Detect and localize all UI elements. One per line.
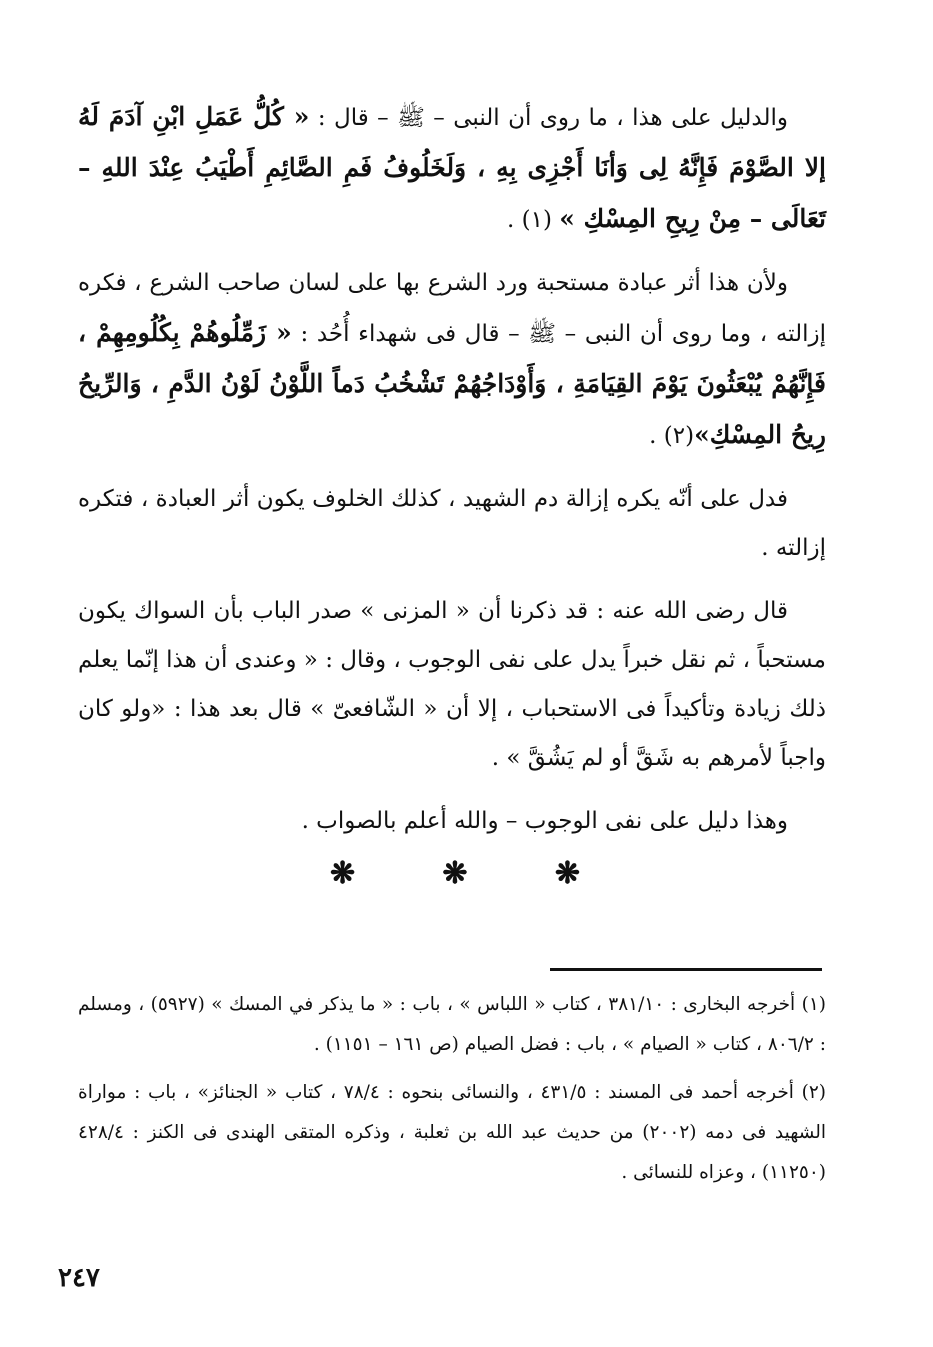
asterisk-icon: ❋ — [330, 856, 356, 891]
footnote-ref-1: (١) . — [507, 207, 560, 233]
footnote-1: (١) أخرجه البخارى : ٣٨١/١٠ ، كتاب « اللباس » ، باب : « ما يذكر في المسك » (٥٩٢٧) ، ومسلم : ٨٠٦/٢ ، كتاب « الصيام » ، باب : فضل الصيام (ص ١٦١ – ١١٥١) . — [78, 994, 826, 1055]
paragraph-2 — [78, 259, 826, 461]
paragraph-4: قال رضى الله عنه : قد ذكرنا أن « المزنى » صدر الباب بأن السواك يكون مستحباً ، ثم نقل خبراً يدل على نفى الوجوب ، وقال : « وعندى أن هذا إنّما يعلم ذلك زيادة وتأكيداً فى الاستحباب ، إلا أن « الشّافعىّ » قال بعد هذا : «ولو كان واجباً لأمرهم به شَقَّ أو لم يَشُقَّ » . — [78, 598, 826, 771]
paragraph-1 — [78, 92, 826, 245]
asterisk-icon: ❋ — [442, 856, 468, 891]
page-number: ٢٤٧ — [58, 1263, 100, 1293]
section-separator — [330, 856, 580, 891]
paragraph-1-intro: والدليل على هذا ، ما روى أن النبى – ﷺ – قال : — [309, 105, 788, 131]
paragraph-2-intro: ولأن هذا أثر عبادة مستحبة ورد الشرع بها على لسان صاحب الشرع ، فكره إزالته ، وما روى أن النبى – ﷺ – قال فى شهداء أُحُد : — [78, 270, 826, 347]
asterisk-icon: ❋ — [554, 856, 580, 891]
hadith-martyrs: « زَمِّلُوهُمْ بِكُلُومِهِمْ ، فَإِنَّهُمْ يُبْعَثُونَ يَوْمَ القِيَامَةِ ، وَأَوْدَاجُهُمْ تَشْخُبُ دَماً اللَّوْنُ لَوْنُ الدَّمِ ، وَالرِّيحُ رِيحُ المِسْكِ» — [78, 318, 826, 449]
paragraph-5: وهذا دليل على نفى الوجوب – والله أعلم بالصواب . — [301, 808, 788, 834]
footnote-ref-2: (٢) . — [649, 423, 695, 449]
paragraph-3: فدل على أنّه يكره إزالة دم الشهيد ، كذلك الخلوف يكون أثر العبادة ، فتكره إزالته . — [78, 486, 826, 561]
footnotes — [78, 985, 826, 1201]
main-text — [78, 92, 826, 846]
footnote-divider — [550, 968, 822, 971]
footnote-2: (٢) أخرجه أحمد فى المسند : ٤٣١/٥ ، والنسائى بنحوه : ٧٨/٤ ، كتاب « الجنائز» ، باب : مواراة الشهيد فى دمه (٢٠٠٢) من حديث عبد الله بن ثعلبة ، وذكره المتقى الهندى فى الكنز : ٤٢٨/٤ (١١٢٥٠) ، وعزاه للنسائى . — [78, 1082, 826, 1183]
hadith-fasting: « كُلُّ عَمَلِ ابْنِ آدَمَ لَهُ إلا الصَّوْمَ فَإِنَّهُ لِى وَأنَا أَجْزِى بِهِ ، وَلَخَلُوفُ فَمِ الصَّائِمِ أَطْيَبُ عِنْدَ اللهِ – تَعَالَى – مِنْ رِيحِ المِسْكِ » — [78, 102, 826, 233]
